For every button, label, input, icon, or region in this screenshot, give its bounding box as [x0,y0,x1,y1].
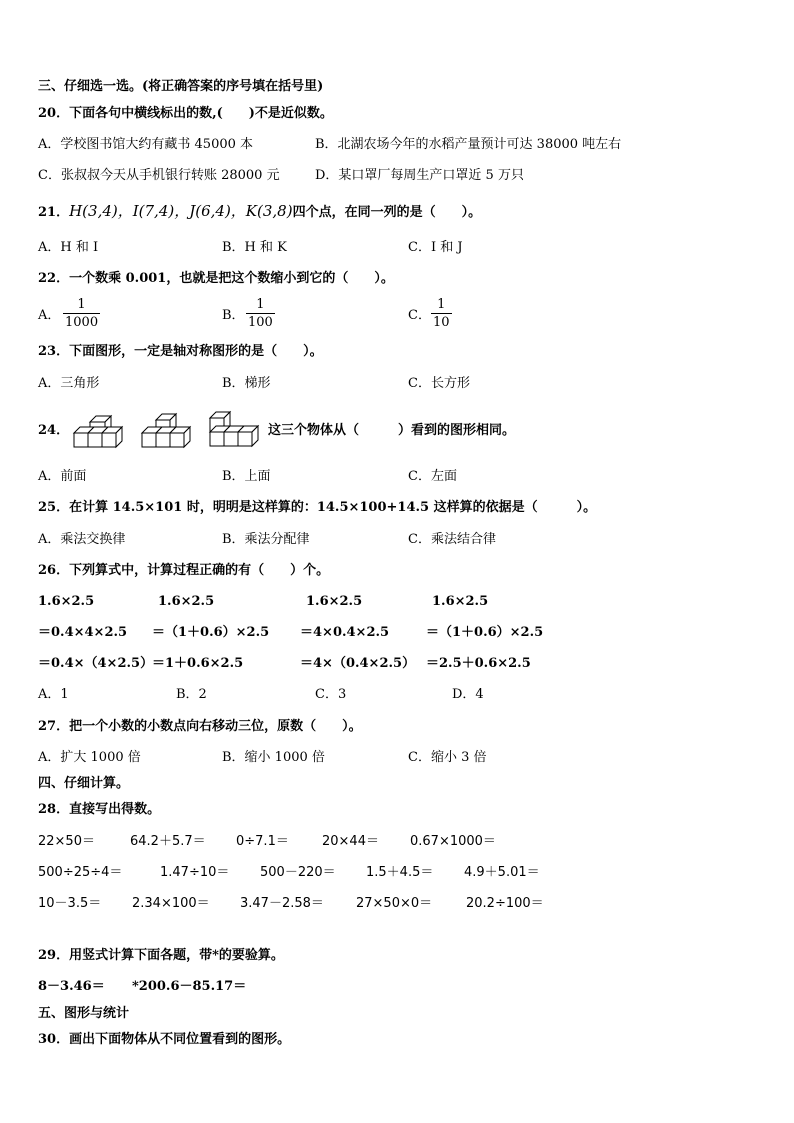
q26-expr-col3-line1: 1.6×2.5 [306,594,363,609]
q27-option-c[interactable]: C．缩小 3 倍 [408,750,487,765]
q22-option-c-fraction[interactable] [431,297,452,330]
q21-number: 21． [38,205,70,220]
q26-expr-col1-line3: ＝0.4×（4×2.5） [38,656,154,671]
q22-option-a-label[interactable]: A． [38,308,61,323]
q20-option-c[interactable]: C．张叔叔今天从手机银行转账 28000 元 [38,168,280,183]
q24-tail: 这三个物体从（ ）看到的图形相同。 [268,423,516,438]
q26-option-b[interactable]: B．2 [176,687,207,702]
fraction-bar [63,313,100,314]
q28-r1-c3: 0÷7.1＝ [236,834,289,849]
fraction-bar [246,313,275,314]
section-3-heading: 三、仔细选一选。(将正确答案的序号填在括号里) [38,79,324,94]
fraction-numerator: 1 [437,297,446,312]
q30-stem: 30．画出下面物体从不同位置看到的图形。 [38,1032,291,1047]
q21-stem [38,203,481,221]
q26-option-c[interactable]: C．3 [315,687,347,702]
q22-option-a-fraction[interactable] [63,297,100,330]
q28-r2-c2: 1.47÷10＝ [160,865,230,880]
q20-stem: 20．下面各句中横线标出的数,( )不是近似数。 [38,106,333,121]
q21-option-b[interactable]: B．H 和 K [222,240,287,255]
q28-r2-c5: 4.9＋5.01＝ [464,865,540,880]
q22-option-b-fraction[interactable] [246,297,275,330]
q28-r2-c3: 500－220＝ [260,865,336,880]
q20-option-b[interactable]: B．北湖农场今年的水稻产量预计可达 38000 吨左右 [315,137,622,152]
q20-option-d[interactable]: D．某口罩厂每周生产口罩近 5 万只 [315,168,524,183]
q24-object-2-cubes-icon [138,410,194,450]
q26-expr-col1-line1: 1.6×2.5 [38,594,95,609]
q27-stem: 27．把一个小数的小数点向右移动三位，原数（ ）。 [38,719,362,734]
q26-option-d[interactable]: D．4 [452,687,484,702]
q29-expr-2: *200.6－85.17＝ [132,979,247,994]
q28-r2-c1: 500÷25÷4＝ [38,865,123,880]
q25-option-b[interactable]: B．乘法分配律 [222,532,310,547]
q28-r3-c2: 2.34×100＝ [132,896,210,911]
q26-expr-col4-line2: ＝（1＋0.6）×2.5 [426,625,544,640]
q27-option-a[interactable]: A．扩大 1000 倍 [38,750,141,765]
q28-stem: 28．直接写出得数。 [38,802,161,817]
q22-option-c-label[interactable]: C． [408,308,431,323]
q27-option-b[interactable]: B．缩小 1000 倍 [222,750,325,765]
section-5-heading: 五、图形与统计 [38,1006,130,1021]
fraction-denominator: 100 [248,315,273,330]
q23-stem: 23．下面图形，一定是轴对称图形的是（ ）。 [38,344,323,359]
fraction-denominator: 1000 [65,315,99,330]
q28-r3-c3: 3.47－2.58＝ [240,896,324,911]
q28-r1-c4: 20×44＝ [322,834,379,849]
q24-object-1-cubes-icon [70,410,126,450]
q26-expr-col2-line2: ＝（1＋0.6）×2.5 [152,625,270,640]
q23-option-c[interactable]: C．长方形 [408,376,470,391]
q22-stem: 22．一个数乘 0.001，也就是把这个数缩小到它的（ ）。 [38,271,394,286]
fraction-numerator: 1 [256,297,265,312]
q28-r3-c1: 10－3.5＝ [38,896,102,911]
q24-option-c[interactable]: C．左面 [408,469,457,484]
q28-r1-c1: 22×50＝ [38,834,95,849]
q24-option-b[interactable]: B．上面 [222,469,271,484]
q26-option-a[interactable]: A．1 [38,687,69,702]
q25-stem: 25．在计算 14.5×101 时，明明是这样算的：14.5×100+14.5 这样算的依据是（ ）。 [38,500,597,515]
q21-points: H(3,4)，I(7,4)，J(6,4)，K(3,8) [69,202,293,220]
q24-option-a[interactable]: A．前面 [38,469,87,484]
q28-r1-c5: 0.67×1000＝ [410,834,496,849]
section-4-heading: 四、仔细计算。 [38,776,130,791]
q26-expr-col4-line1: 1.6×2.5 [432,594,489,609]
q25-option-a[interactable]: A．乘法交换律 [38,532,126,547]
q26-expr-col3-line2: ＝4×0.4×2.5 [300,625,390,640]
q22-option-b-label[interactable]: B． [222,308,245,323]
q26-expr-col4-line3: ＝2.5＋0.6×2.5 [426,656,531,671]
q26-expr-col1-line2: ＝0.4×4×2.5 [38,625,128,640]
q23-option-a[interactable]: A．三角形 [38,376,100,391]
fraction-bar [431,313,452,314]
q21-tail: 四个点，在同一列的是（ ）。 [292,205,482,220]
q29-expr-1: 8－3.46＝ [38,979,105,994]
q26-expr-col3-line3: ＝4×（0.4×2.5） [300,656,416,671]
q25-option-c[interactable]: C．乘法结合律 [408,532,496,547]
fraction-numerator: 1 [77,297,86,312]
q28-r2-c4: 1.5＋4.5＝ [366,865,434,880]
q20-option-a[interactable]: A．学校图书馆大约有藏书 45000 本 [38,137,254,152]
q21-option-a[interactable]: A．H 和 I [38,240,99,255]
q29-stem: 29．用竖式计算下面各题，带*的要验算。 [38,948,284,963]
q21-option-c[interactable]: C．I 和 J [408,240,463,255]
q28-r1-c2: 64.2＋5.7＝ [130,834,206,849]
q24-object-3-cubes-icon [206,404,268,450]
q26-expr-col2-line3: ＝1＋0.6×2.5 [152,656,244,671]
q28-r3-c4: 27×50×0＝ [356,896,433,911]
q24-number: 24． [38,423,70,438]
fraction-denominator: 10 [433,315,450,330]
q28-r3-c5: 20.2÷100＝ [466,896,544,911]
q26-stem: 26．下列算式中，计算过程正确的有（ ）个。 [38,563,330,578]
q23-option-b[interactable]: B．梯形 [222,376,271,391]
q26-expr-col2-line1: 1.6×2.5 [158,594,215,609]
